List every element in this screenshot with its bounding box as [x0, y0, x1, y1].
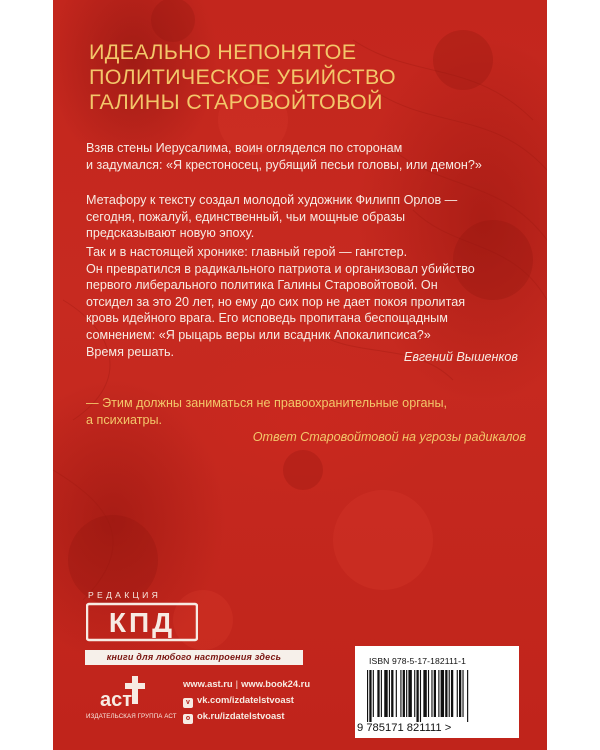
vk-row[interactable]	[183, 692, 310, 708]
edition-label: РЕДАКЦИЯ	[88, 590, 162, 600]
paragraph-3	[86, 244, 516, 360]
barcode	[359, 670, 515, 722]
ok-link[interactable]: ok.ru/izdatelstvoast	[197, 710, 285, 721]
barcode-bar	[367, 670, 368, 722]
barcode-bar	[408, 670, 411, 717]
barcode-bar	[441, 670, 444, 717]
barcode-bar	[423, 670, 426, 717]
isbn-text: ISBN 978-5-17-182111-1	[369, 656, 466, 666]
quote-line: — Этим должны заниматься не правоохранительные органы,	[86, 396, 448, 410]
publisher-links	[183, 676, 310, 724]
ok-icon: o	[183, 714, 193, 724]
barcode-bar	[420, 670, 421, 722]
paragraph-line: сегодня, пожалуй, единственный, чьи мощные образы	[86, 209, 406, 224]
barcode-bar	[381, 670, 382, 717]
title-line: ИДЕАЛЬНО НЕПОНЯТОЕ	[89, 40, 357, 64]
vk-icon: v	[183, 698, 193, 708]
barcode-bar	[403, 670, 405, 717]
paragraph-line: Так и в настоящей хронике: главный герой — гангстер.	[86, 245, 408, 259]
barcode-bar	[459, 670, 461, 717]
kpd-logo	[86, 602, 198, 642]
ast-logo	[98, 672, 154, 714]
quote	[86, 395, 518, 428]
barcode-bar	[414, 670, 415, 717]
paragraph-line: первого либерального политика Галины Старовойтовой. Он	[86, 278, 438, 293]
paragraph-line: кровь идейного врага. Его исповедь пропитана беспощадным	[86, 311, 448, 326]
barcode-bar	[396, 670, 397, 717]
cover-title	[89, 40, 529, 115]
paragraph-2	[86, 192, 516, 242]
barcode-bar	[451, 670, 453, 717]
barcode-bar	[377, 670, 379, 717]
title-line: ГАЛИНЫ СТАРОВОЙТОВОЙ	[89, 90, 383, 114]
slogan-banner: книги для любого настроения здесь	[85, 650, 303, 665]
barcode-bar	[449, 670, 450, 717]
barcode-bar	[434, 670, 436, 717]
barcode-bar	[467, 670, 468, 722]
barcode-bar	[391, 670, 393, 717]
publisher-label: ИЗДАТЕЛЬСКАЯ ГРУППА АСТ	[86, 713, 177, 720]
barcode-bar	[373, 670, 374, 717]
kpd-logo-text: КПД	[108, 607, 176, 638]
paragraph-1	[86, 140, 516, 173]
paragraph-line: Взяв стены Иерусалима, воин огляделся по сторонам	[86, 141, 403, 155]
link-separator: |	[235, 678, 239, 689]
paragraph-line: Он превратился в радикального патриота и организовал убийство	[86, 261, 475, 276]
paragraph-line: и задумался: «Я крестоносец, рубящий песьи головы, или демон?»	[86, 157, 482, 172]
paragraph-line: сомнением: «Я рыцарь веры или всадник Апокалипсиса?»	[86, 327, 431, 342]
paragraph-line: предсказывают новую эпоху.	[86, 226, 255, 241]
barcode-bar	[457, 670, 458, 717]
paragraph-line: Метафору к тексту создал молодой художник Филипп Орлов —	[86, 193, 458, 207]
paragraph-line: отсидел за это 20 лет, но ему до сих пор не дает покоя пролитая	[86, 294, 466, 309]
ast-logo-text: аст	[100, 689, 133, 711]
barcode-digits: 9 785171 821111 >	[357, 722, 452, 734]
barcode-bar	[428, 670, 429, 717]
ok-row[interactable]	[183, 708, 310, 724]
barcode-bar	[369, 670, 371, 722]
barcode-bar	[416, 670, 418, 722]
website-ast-link[interactable]: www.ast.ru	[183, 678, 233, 689]
book-back-cover	[53, 0, 547, 750]
barcode-bar	[445, 670, 447, 717]
barcode-box	[355, 646, 519, 738]
barcode-bar	[389, 670, 390, 717]
barcode-bar	[384, 670, 387, 717]
quote-line: а психиатры.	[86, 412, 163, 427]
barcode-bar	[406, 670, 407, 717]
edition-block	[86, 590, 326, 642]
barcode-bar	[462, 670, 463, 717]
vk-link[interactable]: vk.com/izdatelstvoast	[197, 694, 294, 705]
website-book24-link[interactable]: www.book24.ru	[241, 678, 311, 689]
websites-row	[183, 676, 310, 692]
title-line: ПОЛИТИЧЕСКОЕ УБИЙСТВО	[89, 65, 396, 89]
barcode-bar	[400, 670, 401, 717]
barcode-bar	[431, 670, 432, 717]
author-signature: Евгений Вышенков	[403, 350, 518, 364]
barcode-bar	[438, 670, 439, 717]
paragraph-line: Время решать.	[86, 344, 175, 359]
quote-attribution: Ответ Старовойтовой на угрозы радикалов	[252, 430, 526, 444]
